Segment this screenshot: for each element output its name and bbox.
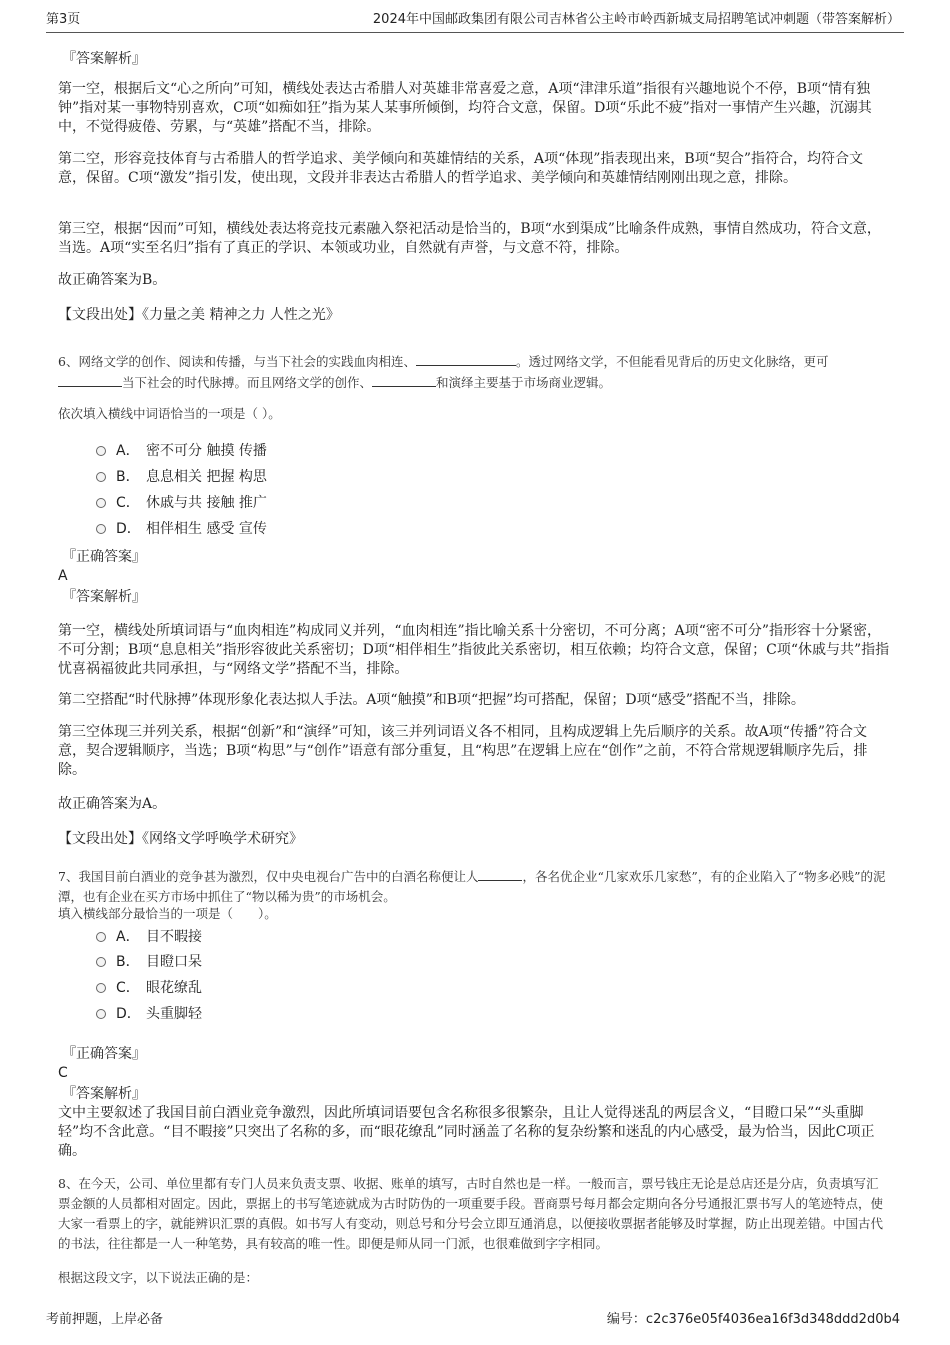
q6-analysis-label: 『答案解析』 <box>62 589 146 605</box>
q7-analysis-label: 『答案解析』 <box>62 1086 146 1102</box>
q6-stem <box>58 351 890 393</box>
option-text: 头重脚轻 <box>146 1006 202 1022</box>
radio-icon[interactable] <box>96 472 106 482</box>
q5-conclusion: 故正确答案为B。 <box>58 272 167 288</box>
q5-analysis-p2: 第二空，形容竞技体育与古希腊人的哲学追求、美学倾向和英雄情结的关系，A项“体现”指表现出来，B项“契合”指符合，均符合文意，保留。C项“激发”指引发，使出现，文段并非表达古希腊人的哲学追求、美学倾向和英雄情结刚刚出现之意，排除。 <box>58 151 864 186</box>
q7-option-c[interactable] <box>96 978 202 998</box>
q7-analysis-p1: 文中主要叙述了我国目前白酒业竞争激烈，因此所填词语要包含名称很多很繁杂，且让人觉得迷乱的两层含义，“目瞪口呆”“头重脚轻”均不含此意。“目不暇接”只突出了名称的多，而“眼花缭乱”同时涵盖了名称的复杂纷繁和迷乱的内心感受，最为恰当，因此C项正确。 <box>58 1105 875 1159</box>
radio-icon[interactable] <box>96 957 106 967</box>
q7-stem <box>58 866 890 907</box>
q8-prompt: 根据这段文字，以下说法正确的是： <box>58 1270 259 1285</box>
q6-analysis-p3: 第三空体现三并列关系，根据“创新”和“演绎”可知，该三并列词语义各不相同，且构成逻辑上先后顺序的关系。故A项“传播”符合文意，契合逻辑顺序，当选；B项“构思”与“创作”语意有部分重复，且“构思”在逻辑上应在“创作”之前，不符合常规逻辑顺序先后，排除。 <box>58 724 868 778</box>
option-letter: B． <box>116 469 140 485</box>
radio-icon[interactable] <box>96 983 106 993</box>
q6-answer-label: 『正确答案』 <box>62 549 146 565</box>
option-text: 休戚与共 接触 推广 <box>146 495 267 511</box>
option-letter: C． <box>116 495 140 511</box>
q5-analysis-p3: 第三空，根据“因而”可知，横线处表达将竞技元素融入祭祀活动是恰当的，B项“水到渠成”比喻条件成熟，事情自然成功，符合文意，当选。A项“实至名归”指有了真正的学识、本领或功业，自然就有声誉，与文意不符，排除。 <box>58 221 881 256</box>
q7-answer: C <box>58 1065 68 1081</box>
q5-analysis-p1: 第一空，根据后文“心之所向”可知，横线处表达古希腊人对英雄非常喜爱之意，A项“津津乐道”指很有兴趣地说个不停，B项“情有独钟”指对某一事物特别喜欢，C项“如痴如狂”指为某人某事所倾倒，均符合文意，保留。D项“乐此不疲”指对一事情产生兴趣，沉溺其中，不觉得疲倦、劳累，与“英雄”搭配不当，排除。 <box>58 81 872 135</box>
q7-blank <box>478 866 522 881</box>
page-number: 第3页 <box>46 12 81 27</box>
option-letter: B． <box>116 954 140 970</box>
q7-stem-part-2: ，各名优企业“几家欢乐几家愁”，有的企业陷入了“物多必贱”的泥潭，也有企业在买方市场中抓住了“物以稀为贵”的市场机会。 <box>58 869 886 904</box>
document-code: 编号：c2c376e05f4036ea16f3d348ddd2d0b4 <box>606 1312 900 1327</box>
q6-stem-part-2: 。透过网络文学，不但能看见背后的历史文化脉络，更可 <box>515 354 829 369</box>
radio-icon[interactable] <box>96 1009 106 1019</box>
footer-slogan: 考前押题，上岸必备 <box>46 1312 164 1327</box>
page-header <box>46 10 904 33</box>
q6-conclusion: 故正确答案为A。 <box>58 796 167 812</box>
q7-option-b[interactable] <box>96 952 202 972</box>
q7-stem-part-1: 7、我国目前白酒业的竞争甚为激烈，仅中央电视台广告中的白酒名称便让人 <box>58 869 479 884</box>
q6-prompt: 依次填入横线中词语恰当的一项是（ ）。 <box>58 406 281 421</box>
option-text: 目不暇接 <box>146 929 202 945</box>
radio-icon[interactable] <box>96 446 106 456</box>
radio-icon[interactable] <box>96 932 106 942</box>
q6-option-b[interactable] <box>96 467 267 487</box>
q6-stem-part-4: 和演绎主要基于市场商业逻辑。 <box>436 375 612 390</box>
option-text: 眼花缭乱 <box>146 980 202 996</box>
q6-blank-3 <box>372 372 436 387</box>
option-letter: D． <box>116 1006 141 1022</box>
q6-stem-part-3: 当下社会的时代脉搏。而且网络文学的创作、 <box>122 375 373 390</box>
option-letter: A． <box>116 929 140 945</box>
option-text: 息息相关 把握 构思 <box>146 469 267 485</box>
option-text: 密不可分 触摸 传播 <box>146 443 267 459</box>
q6-option-a[interactable] <box>96 441 267 461</box>
q8-stem: 8、在今天，公司、单位里都有专门人员来负责支票、收据、账单的填写，古时自然也是一样。一般而言，票号钱庄无论是总店还是分店，负责填写汇票金额的人员都相对固定。因此，票据上的书写笔迹就成为古时防伪的一项重要手段。晋商票号每月都会定期向各分号通报汇票书写人的笔迹特点，使大家一看票上的字，就能辨识汇票的真假。如书写人有变动，则总号和分号会立即互通消息，以便接收票据者能够及时掌握，防止出现差错。中国古代的书法，往往都是一人一种笔势，具有较高的唯一性。即便是师从同一门派，也很难做到字字相同。 <box>58 1176 884 1251</box>
document-title: 2024年中国邮政集团有限公司吉林省公主岭市岭西新城支局招聘笔试冲刺题（带答案解析） <box>372 12 900 27</box>
q7-prompt: 填入横线部分最恰当的一项是（ ）。 <box>58 906 277 921</box>
option-letter: A． <box>116 443 140 459</box>
q5-source: 【文段出处】《力量之美 精神之力 人性之光》 <box>58 307 340 323</box>
q6-analysis-p1: 第一空，横线处所填词语与“血肉相连”构成同义并列，“血肉相连”指比喻关系十分密切，不可分离；A项“密不可分”指形容十分紧密，不可分割；B项“息息相关”指形容彼此关系密切；D项“相伴相生”指彼此关系密切，相互依赖；均符合文意，保留；C项“休戚与共”指指忧喜祸福彼此共同承担，与“网络文学”搭配不当，排除。 <box>58 623 890 677</box>
q7-answer-label: 『正确答案』 <box>62 1046 146 1062</box>
option-letter: C． <box>116 980 140 996</box>
q7-option-d[interactable] <box>96 1004 202 1024</box>
q6-option-d[interactable] <box>96 519 267 539</box>
q7-option-a[interactable] <box>96 927 202 947</box>
q6-blank-1 <box>416 351 516 366</box>
option-letter: D． <box>116 521 141 537</box>
q5-analysis-label: 『答案解析』 <box>62 51 146 67</box>
q6-option-c[interactable] <box>96 493 267 513</box>
option-text: 目瞪口呆 <box>146 954 202 970</box>
option-text: 相伴相生 感受 宣传 <box>146 521 267 537</box>
q6-source: 【文段出处】《网络文学呼唤学术研究》 <box>58 831 303 847</box>
radio-icon[interactable] <box>96 498 106 508</box>
q6-blank-2 <box>58 372 122 387</box>
q6-analysis-p2: 第二空搭配“时代脉搏”体现形象化表达拟人手法。A项“触摸”和B项“把握”均可搭配，保留；D项“感受”搭配不当，排除。 <box>58 692 805 708</box>
radio-icon[interactable] <box>96 524 106 534</box>
page-footer <box>46 1310 904 1330</box>
q6-stem-part-1: 6、网络文学的创作、阅读和传播，与当下社会的实践血肉相连、 <box>58 354 416 369</box>
q6-answer: A <box>58 568 68 584</box>
